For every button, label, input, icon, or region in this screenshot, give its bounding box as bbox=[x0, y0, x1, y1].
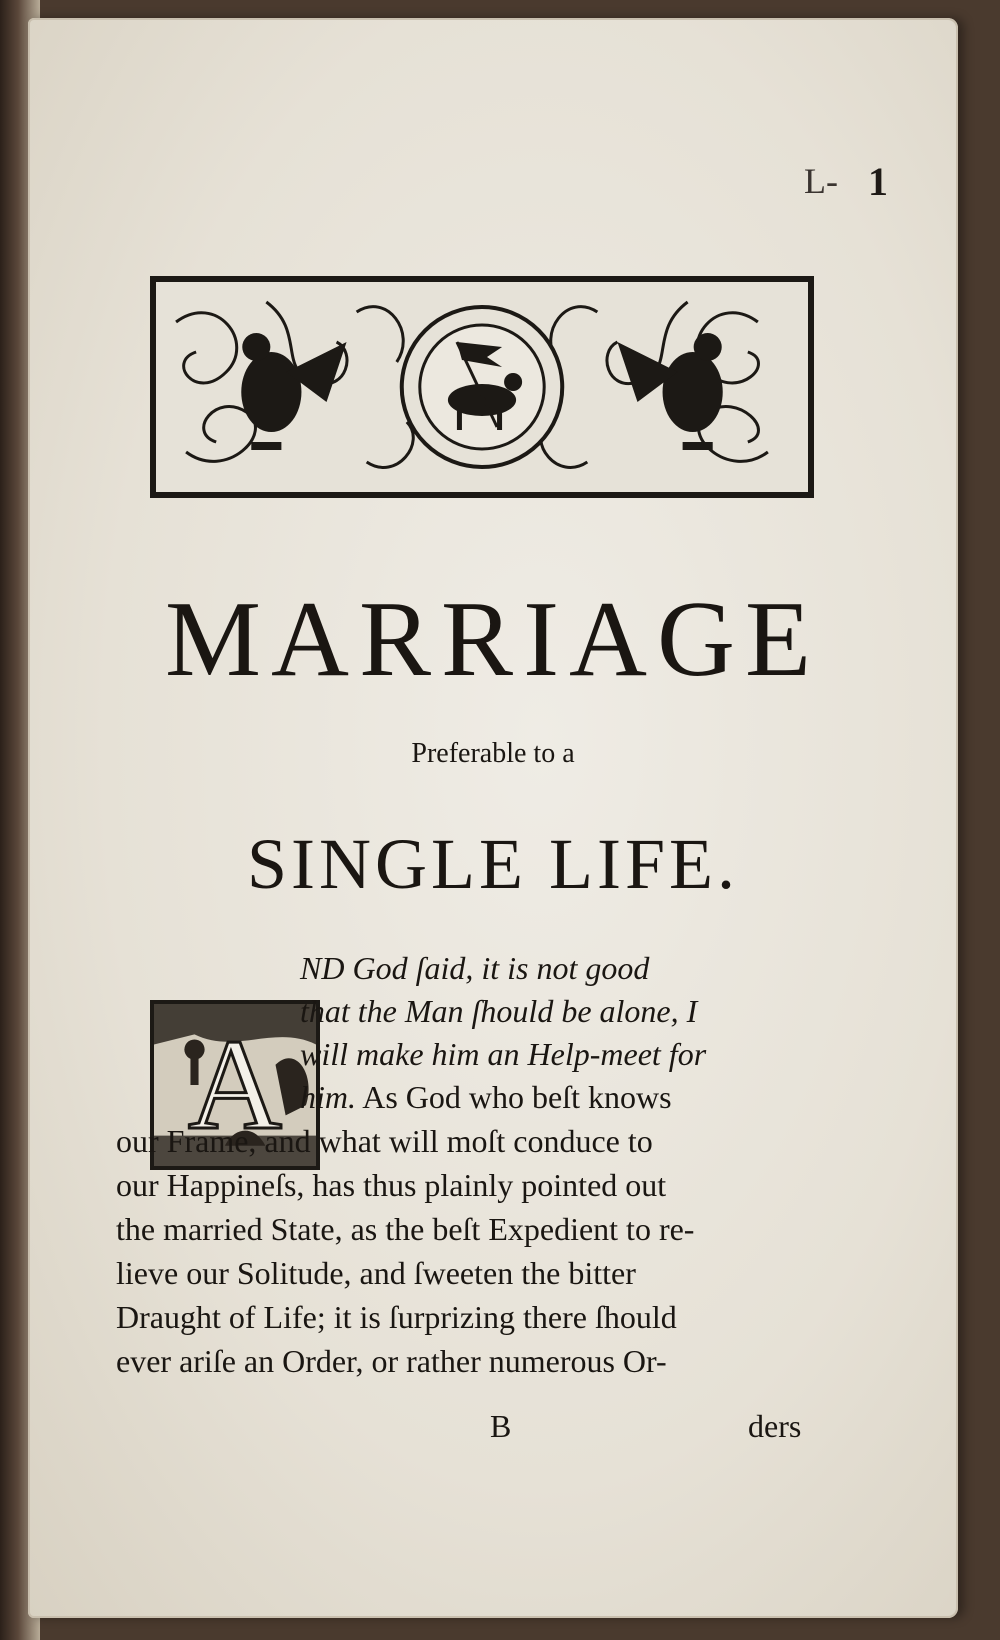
text-line-italic: him. bbox=[300, 1079, 356, 1115]
folio-pencil-mark: L- bbox=[804, 161, 838, 201]
text-line bbox=[116, 1211, 694, 1248]
text-line bbox=[116, 1299, 677, 1336]
text-line bbox=[300, 1079, 672, 1116]
text-line bbox=[116, 1123, 653, 1160]
show-through-text bbox=[238, 128, 249, 168]
text-line-roman: our Happineſs, has thus plainly pointed out bbox=[116, 1167, 667, 1203]
text-line-italic: that the Man ſhould be alone, I bbox=[300, 993, 698, 1029]
headpiece-ornament-icon bbox=[156, 282, 808, 492]
text-line-roman: As God who beſt knows bbox=[356, 1079, 672, 1115]
page-subtitle: Preferable to a bbox=[411, 738, 575, 769]
text-line bbox=[116, 1255, 636, 1292]
page-subtitle-main: SINGLE LIFE. bbox=[247, 824, 739, 904]
page-number: 1 bbox=[868, 159, 888, 204]
text-line-roman: Draught of Life; it is ſurprizing there ſhould bbox=[116, 1299, 677, 1335]
text-line-roman: ever ariſe an Order, or rather numerous Or- bbox=[116, 1343, 667, 1379]
text-line-roman: our Frame, and what will moſt conduce to bbox=[116, 1123, 653, 1159]
book-page bbox=[28, 18, 958, 1618]
drop-cap-letter: A bbox=[188, 1013, 282, 1157]
text-line bbox=[300, 1036, 706, 1073]
text-line-italic: will make him an Help-meet for bbox=[300, 1036, 707, 1072]
text-line bbox=[116, 1167, 666, 1204]
text-line-italic: ND God ſaid, it is not good bbox=[300, 950, 650, 986]
signature-mark: B bbox=[490, 1408, 512, 1444]
ornamental-headpiece bbox=[150, 276, 814, 498]
text-line-roman: lieve our Solitude, and ſweeten the bitter bbox=[116, 1255, 636, 1291]
text-line bbox=[116, 1343, 667, 1380]
text-line bbox=[300, 950, 649, 987]
text-line-roman: the married State, as the beſt Expedient to re- bbox=[116, 1211, 695, 1247]
text-line bbox=[300, 993, 697, 1030]
page-title: MARRIAGE bbox=[164, 580, 822, 699]
catchword: ders bbox=[748, 1408, 802, 1444]
